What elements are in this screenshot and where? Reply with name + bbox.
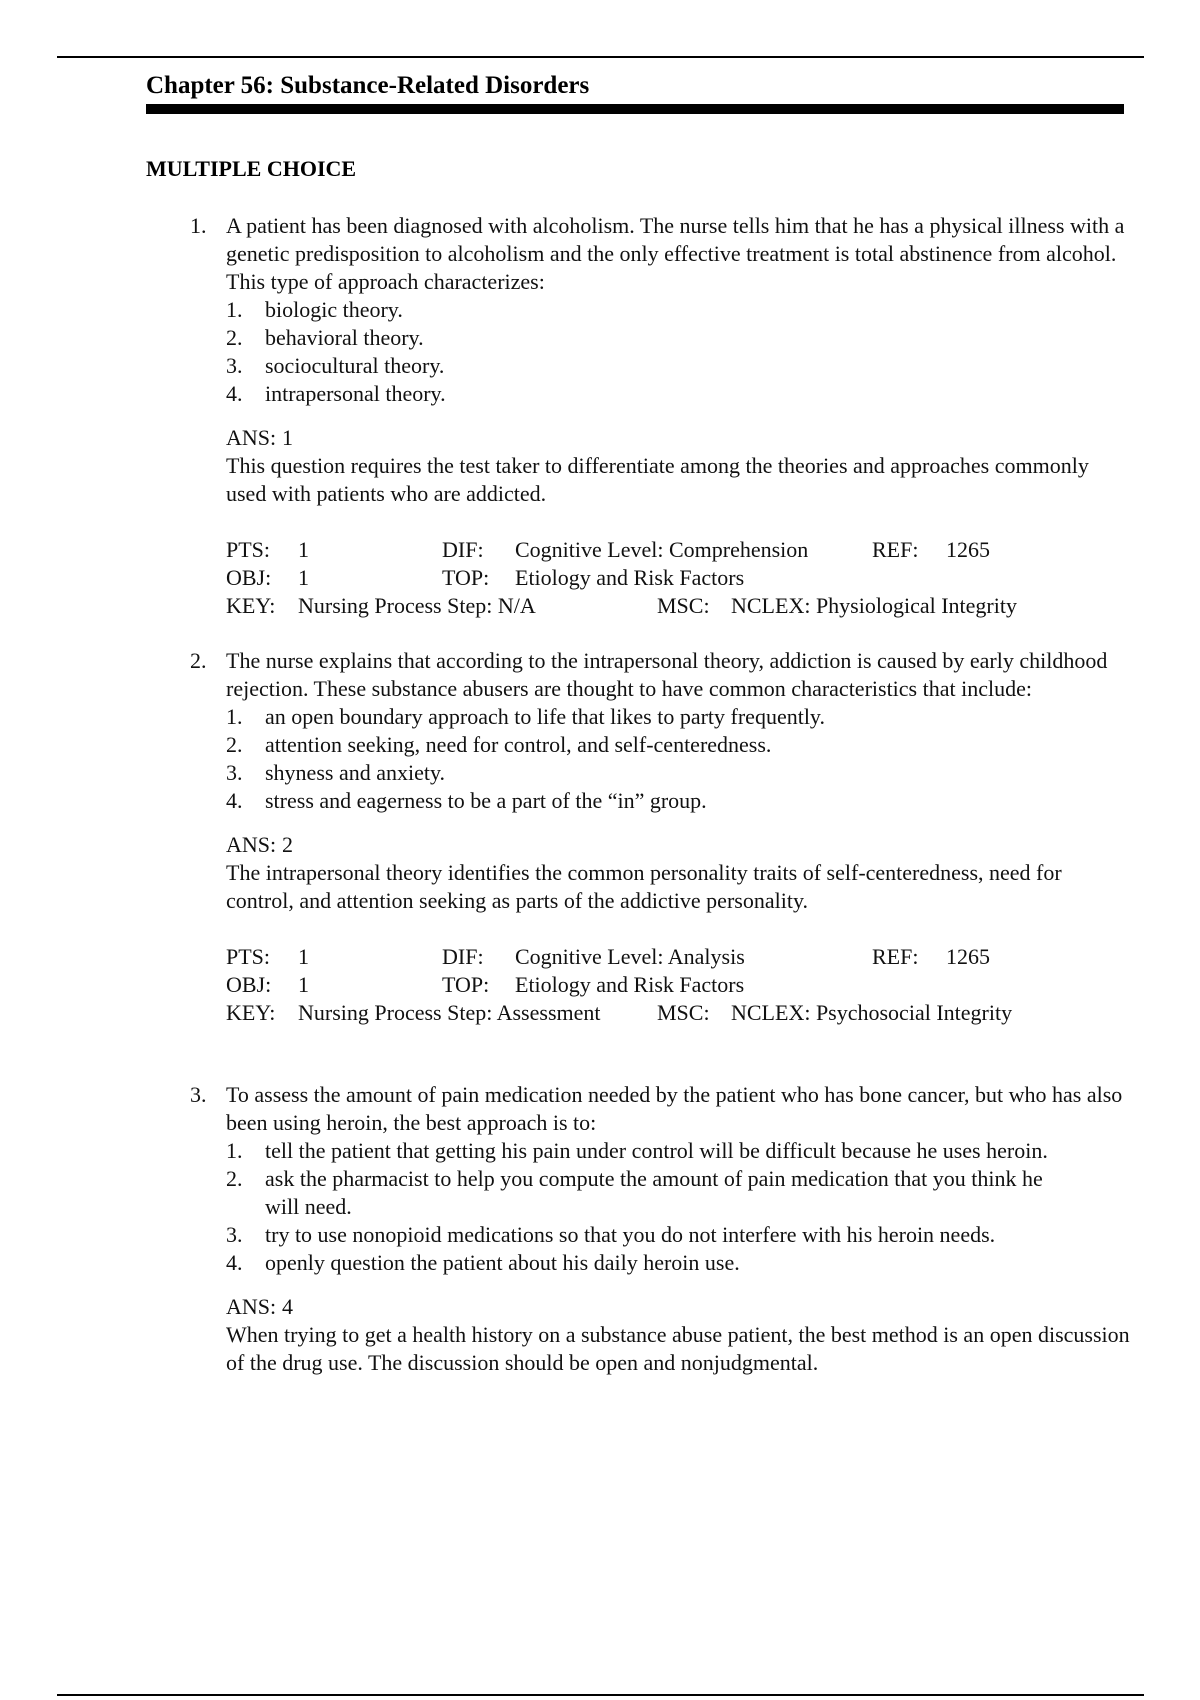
answer-line bbox=[226, 424, 1130, 452]
title-underline-bar bbox=[146, 104, 1124, 114]
key-label: KEY: bbox=[226, 593, 276, 618]
key-label: KEY: bbox=[226, 1000, 276, 1025]
dif-value: Cognitive Level: Analysis bbox=[515, 944, 745, 969]
question-metadata bbox=[226, 536, 1130, 620]
ans-label: ANS: bbox=[226, 832, 277, 857]
option-number: 1. bbox=[226, 297, 243, 322]
ans-label: ANS: bbox=[226, 1294, 277, 1319]
msc-value: NCLEX: Physiological Integrity bbox=[731, 593, 1017, 618]
option-text: sociocultural theory. bbox=[265, 353, 445, 378]
option-2 bbox=[226, 1165, 1065, 1221]
question-stem: To assess the amount of pain medication needed by the patient who has bone cancer, but who has also been using heroin, the best approach is to: bbox=[226, 1082, 1123, 1135]
option-4 bbox=[226, 787, 1130, 815]
option-number: 3. bbox=[226, 353, 243, 378]
option-text: tell the patient that getting his pain under control will be difficult because he uses heroin. bbox=[265, 1138, 1048, 1163]
option-text: try to use nonopioid medications so that you do not interfere with his heroin needs. bbox=[265, 1222, 996, 1247]
option-3 bbox=[226, 1221, 1130, 1249]
obj-value: 1 bbox=[298, 565, 309, 590]
option-3 bbox=[226, 352, 1130, 380]
obj-value: 1 bbox=[298, 972, 309, 997]
dif-value: Cognitive Level: Comprehension bbox=[515, 537, 809, 562]
option-number: 4. bbox=[226, 788, 243, 813]
ref-value: 1265 bbox=[946, 944, 990, 969]
rationale: The intrapersonal theory identifies the common personality traits of self-centeredness, need for control, and attention seeking as parts of the addictive personality. bbox=[226, 860, 1062, 913]
option-2 bbox=[226, 324, 1130, 352]
option-number: 3. bbox=[226, 760, 243, 785]
question-stem: The nurse explains that according to the intrapersonal theory, addiction is caused by early childhood rejection. These substance abusers are thought to have common characteristics that include: bbox=[226, 648, 1108, 701]
option-1 bbox=[226, 1137, 1065, 1165]
ref-label: REF: bbox=[872, 944, 919, 969]
option-number: 2. bbox=[226, 732, 243, 757]
pts-value: 1 bbox=[298, 537, 309, 562]
msc-value: NCLEX: Psychosocial Integrity bbox=[731, 1000, 1013, 1025]
top-value: Etiology and Risk Factors bbox=[515, 565, 745, 590]
pts-label: PTS: bbox=[226, 944, 271, 969]
option-4 bbox=[226, 380, 1130, 408]
option-text: intrapersonal theory. bbox=[265, 381, 446, 406]
key-value: Nursing Process Step: Assessment bbox=[298, 1000, 601, 1025]
answer-options bbox=[226, 1137, 1130, 1277]
option-number: 2. bbox=[226, 1166, 243, 1191]
answer-options bbox=[226, 296, 1130, 408]
top-label: TOP: bbox=[442, 565, 490, 590]
page-title: Chapter 56: Substance-Related Disorders bbox=[146, 72, 590, 99]
top-value: Etiology and Risk Factors bbox=[515, 972, 745, 997]
option-1 bbox=[226, 296, 1130, 324]
question-3 bbox=[190, 1081, 1130, 1377]
option-number: 2. bbox=[226, 325, 243, 350]
top-rule bbox=[57, 56, 1144, 58]
rationale: When trying to get a health history on a substance abuse patient, the best method is an open discussion of the drug use. The discussion should be open and nonjudgmental. bbox=[226, 1322, 1130, 1375]
ref-label: REF: bbox=[872, 537, 919, 562]
question-1 bbox=[190, 212, 1130, 620]
answer-value: 1 bbox=[282, 425, 293, 450]
option-number: 1. bbox=[226, 704, 243, 729]
option-text: attention seeking, need for control, and self-centeredness. bbox=[265, 732, 772, 757]
option-number: 4. bbox=[226, 381, 243, 406]
rationale: This question requires the test taker to differentiate among the theories and approaches commonly used with patients who are addicted. bbox=[226, 453, 1089, 506]
pts-value: 1 bbox=[298, 944, 309, 969]
pts-label: PTS: bbox=[226, 537, 271, 562]
obj-label: OBJ: bbox=[226, 972, 272, 997]
option-text: openly question the patient about his daily heroin use. bbox=[265, 1250, 740, 1275]
option-number: 1. bbox=[226, 1138, 243, 1163]
option-number: 3. bbox=[226, 1222, 243, 1247]
option-4 bbox=[226, 1249, 1130, 1277]
top-label: TOP: bbox=[442, 972, 490, 997]
option-text: an open boundary approach to life that likes to party frequently. bbox=[265, 704, 826, 729]
answer-line bbox=[226, 1293, 1130, 1321]
question-stem: A patient has been diagnosed with alcoholism. The nurse tells him that he has a physical illness with a genetic predisposition to alcoholism and the only effective treatment is total abstinence from alcohol. This type of approach characterizes: bbox=[226, 213, 1125, 294]
ans-label: ANS: bbox=[226, 425, 277, 450]
ref-value: 1265 bbox=[946, 537, 990, 562]
option-text: behavioral theory. bbox=[265, 325, 424, 350]
key-value: Nursing Process Step: N/A bbox=[298, 593, 536, 618]
dif-label: DIF: bbox=[442, 944, 484, 969]
question-number: 1. bbox=[190, 213, 207, 238]
msc-label: MSC: bbox=[657, 593, 710, 618]
section-heading: MULTIPLE CHOICE bbox=[146, 156, 357, 181]
obj-label: OBJ: bbox=[226, 565, 272, 590]
option-text: ask the pharmacist to help you compute the amount of pain medication that you think he will need. bbox=[265, 1166, 1043, 1219]
option-number: 4. bbox=[226, 1250, 243, 1275]
dif-label: DIF: bbox=[442, 537, 484, 562]
answer-value: 4 bbox=[282, 1294, 293, 1319]
question-metadata bbox=[226, 943, 1130, 1027]
answer-options bbox=[226, 703, 1130, 815]
answer-line bbox=[226, 831, 1130, 859]
question-number: 2. bbox=[190, 648, 207, 673]
option-2 bbox=[226, 731, 1130, 759]
option-text: biologic theory. bbox=[265, 297, 403, 322]
question-number: 3. bbox=[190, 1082, 207, 1107]
bottom-rule bbox=[57, 1694, 1144, 1696]
option-text: shyness and anxiety. bbox=[265, 760, 446, 785]
option-3 bbox=[226, 759, 1130, 787]
question-2 bbox=[190, 647, 1130, 1027]
answer-value: 2 bbox=[282, 832, 293, 857]
option-text: stress and eagerness to be a part of the “in” group. bbox=[265, 788, 707, 813]
msc-label: MSC: bbox=[657, 1000, 710, 1025]
option-1 bbox=[226, 703, 1130, 731]
